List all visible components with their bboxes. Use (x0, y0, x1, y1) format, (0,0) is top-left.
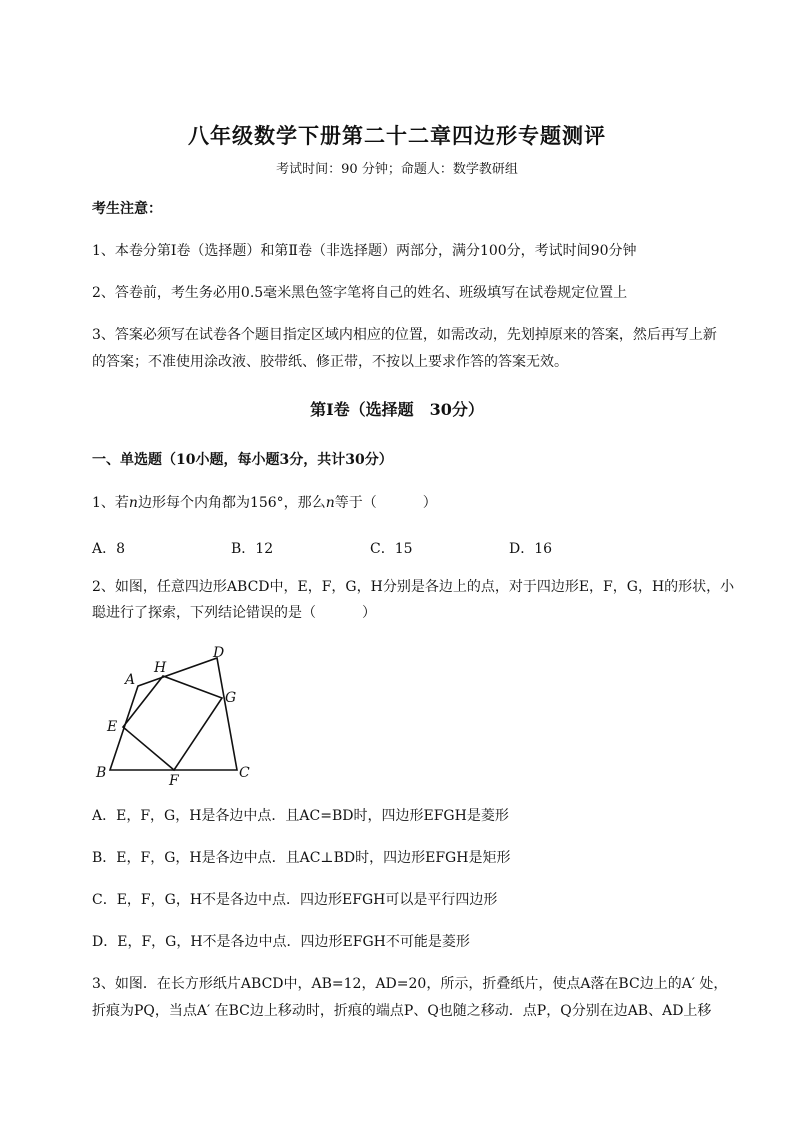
notice-heading: 考生注意： (92, 201, 162, 217)
label-h: H (154, 660, 167, 676)
question-3-line-2: 折痕为PQ，当点A′ 在BC边上移动时，折痕的端点P、Q也随之移动．点P，Q分别在边AB、AD上移 (92, 1003, 712, 1019)
q1-option-b[interactable]: B．12 (231, 541, 274, 557)
q1-text-d: ） (422, 495, 437, 511)
part-heading: 一、单选题（10小题，每小题3分，共计30分） (92, 452, 393, 468)
q2-line2-b: ） (362, 605, 376, 621)
q2-option-b[interactable]: B．E，F，G，H是各边中点．且AC⊥BD时，四边形EFGH是矩形 (92, 850, 511, 866)
label-b: B (96, 765, 107, 781)
q2-option-a[interactable]: A．E，F，G，H是各边中点．且AC=BD时，四边形EFGH是菱形 (92, 808, 509, 824)
q1-option-a[interactable]: A．8 (92, 541, 126, 557)
label-d: D (213, 645, 225, 661)
question-2-line-2 (92, 600, 752, 627)
label-e: E (107, 719, 118, 735)
section-title: 第Ⅰ卷（选择题 30分） (310, 400, 484, 419)
q2-line2-a: 聪进行了探索，下列结论错误的是（ (92, 605, 316, 621)
question-3-line-1: 3、如图．在长方形纸片ABCD中，AB=12，AD=20，所示，折叠纸片，使点A落在BC边上的A′ 处， (92, 976, 728, 992)
label-g: G (225, 690, 237, 706)
label-f: F (169, 773, 179, 787)
q1-text-c: 等于（ (334, 495, 377, 511)
q1-var-n: n (128, 495, 138, 511)
question-2-line-1: 2、如图，任意四边形ABCD中，E，F，G，H分别是各边上的点，对于四边形E，F，G，H的形状，小 (92, 579, 735, 595)
q2-option-c[interactable]: C．E，F，G，H不是各边中点．四边形EFGH可以是平行四边形 (92, 892, 498, 908)
question-1 (92, 490, 752, 517)
q1-text-b: 边形每个内角都为156°，那么 (137, 495, 326, 511)
q1-option-d[interactable]: D．16 (509, 541, 553, 557)
q1-option-c[interactable]: C．15 (370, 541, 413, 557)
q1-text-a: 1、若 (92, 495, 129, 511)
q2-option-d[interactable]: D．E，F，G，H不是各边中点．四边形EFGH不可能是菱形 (92, 934, 470, 950)
label-c: C (239, 765, 250, 781)
exam-info: 考试时间：90 分钟；命题人：数学教研组 (276, 162, 518, 177)
notice-item-2: 2、答卷前，考生务必用0.5毫米黑色签字笔将自己的姓名、班级填写在试卷规定位置上 (92, 285, 628, 301)
page-title: 八年级数学下册第二十二章四边形专题测评 (188, 123, 606, 148)
notice-item-3: 3、答案必须写在试卷各个题目指定区域内相应的位置，如需改动，先划掉原来的答案，然后再写上新 (92, 327, 717, 343)
notice-item-1: 1、本卷分第Ⅰ卷（选择题）和第Ⅱ卷（非选择题）两部分，满分100分，考试时间90分钟 (92, 243, 637, 259)
label-a: A (125, 672, 136, 688)
q1-var-n-2: n (325, 495, 335, 511)
quadrilateral-figure (92, 642, 272, 787)
notice-item-3-cont: 的答案；不准使用涂改液、胶带纸、修正带，不按以上要求作答的答案无效。 (92, 354, 568, 370)
quadrilateral-efgh (123, 676, 222, 770)
